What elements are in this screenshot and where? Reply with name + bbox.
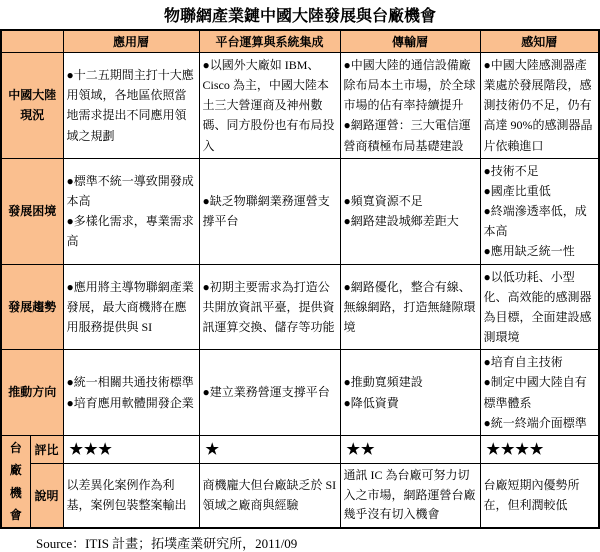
row-status bbox=[1, 53, 599, 159]
cell-challenges-transmission bbox=[340, 158, 480, 264]
cell-status-transmission bbox=[340, 53, 480, 159]
bullet-item: ●標準不統一導致開發成本高 bbox=[66, 173, 194, 209]
bullet-item: ●制定中國大陸自有標準體系 bbox=[483, 375, 587, 410]
bullet-item: ●終端滲透率低，成本高 bbox=[483, 204, 587, 239]
note-application: 以差異化案例作為利基，案例包裝整案輸出 bbox=[63, 463, 199, 528]
bullet-item: ●多樣化需求，專業需求高 bbox=[66, 214, 194, 249]
bullet-item: ●以低功耗、小型化、高效能的感測器為目標，全面建設感測環境 bbox=[483, 269, 592, 345]
corner-cell bbox=[1, 30, 63, 53]
bullet-item: ●應用將主導物聯網產業發展，最大商機將在應用服務提供與 SI bbox=[66, 279, 194, 334]
cell-trends-transmission bbox=[340, 264, 480, 350]
bullet-item: ●網路建設城鄉差距大 bbox=[343, 214, 459, 229]
cell-status-platform bbox=[199, 53, 340, 159]
bullet-item: ●培育自主技術 bbox=[483, 355, 563, 370]
note-transmission: 通訊 IC 為台廠可努力切入之市場，網路運營台廠幾乎沒有切入機會 bbox=[340, 463, 480, 528]
bullet-item: ●中國大陸感測器產業處於發展階段，感測技術仍不足，仍有高達 90%的感測器晶片依賴進口 bbox=[483, 58, 593, 153]
row-label-directions: 推動方向 bbox=[1, 350, 63, 436]
cell-directions-platform bbox=[199, 350, 340, 436]
bullet-item: ●降低資費 bbox=[343, 395, 399, 410]
row-label-rating: 評比 bbox=[30, 435, 63, 463]
bullet-item: ●推動寬頻建設 bbox=[343, 375, 423, 390]
bullet-item: ●統一相關共通技術標準 bbox=[66, 375, 194, 390]
row-label-taiwan-opportunity: 台廠機會 bbox=[1, 435, 30, 528]
row-label-notes: 說明 bbox=[30, 463, 63, 528]
cell-challenges-application bbox=[63, 158, 199, 264]
page-title: 物聯網產業鏈中國大陸發展與台廠機會 bbox=[163, 8, 436, 25]
cell-status-application bbox=[63, 53, 199, 159]
bullet-item: ●培育應用軟體開發企業 bbox=[66, 395, 194, 410]
note-sensing: 台廠短期內優勢所在，但利潤較低 bbox=[480, 463, 599, 528]
row-trends bbox=[1, 264, 599, 350]
bullet-item: ●缺乏物聯網業務運營支撐平台 bbox=[202, 194, 330, 229]
bullet-item: ●建立業務營運支撐平台 bbox=[202, 385, 330, 400]
bullet-item: ●網路優化，整合有線、無線網路，打造無縫隙環境 bbox=[343, 279, 476, 334]
row-label-challenges: 發展困境 bbox=[1, 158, 63, 264]
col-header-sensing: 感知層 bbox=[480, 30, 599, 53]
bullet-item: ●以國外大廠如 IBM、Cisco 為主，中國大陸本土三大營運商及神州數碼、同方股份也有布局投入 bbox=[202, 58, 335, 153]
source-citation: Source：ITIS 計畫；拓墣產業研究所，2011/09 bbox=[36, 536, 298, 552]
bullet-item: ●初期主要需求為打造公共開放資訊平臺，提供資訊運算交換、儲存等功能 bbox=[202, 279, 335, 334]
cell-directions-transmission bbox=[340, 350, 480, 436]
rating-application: ★★★ bbox=[63, 435, 199, 463]
row-challenges bbox=[1, 158, 599, 264]
cell-directions-application bbox=[63, 350, 199, 436]
rating-sensing: ★★★★ bbox=[480, 435, 599, 463]
cell-challenges-platform bbox=[199, 158, 340, 264]
iot-comparison-table bbox=[0, 29, 600, 529]
bullet-item: ●十二五期間主打十大應用領域，各地區依照當地需求提出不同應用領域之規劃 bbox=[66, 68, 194, 143]
row-taiwan-notes bbox=[1, 463, 599, 528]
row-directions bbox=[1, 350, 599, 436]
cell-trends-application bbox=[63, 264, 199, 350]
row-label-status: 中國大陸現況 bbox=[1, 53, 63, 159]
bullet-item: ●技術不足 bbox=[483, 163, 539, 178]
row-taiwan-rating bbox=[1, 435, 599, 463]
bullet-item: ●網路運營：三大電信運營商積極布局基礎建設 bbox=[343, 118, 471, 153]
bullet-item: ●中國大陸的通信設備廠除布局本土市場，於全球市場的佔有率持續提升 bbox=[343, 58, 476, 113]
note-platform: 商機龐大但台廠缺乏於 SI 領域之廠商與經驗 bbox=[199, 463, 340, 528]
col-header-application: 應用層 bbox=[63, 30, 199, 53]
rating-platform: ★ bbox=[199, 435, 340, 463]
bullet-item: ●應用缺乏統一性 bbox=[483, 244, 575, 259]
row-label-trends: 發展趨勢 bbox=[1, 264, 63, 350]
bullet-item: ●統一終端介面標準 bbox=[483, 415, 587, 430]
cell-trends-platform bbox=[199, 264, 340, 350]
cell-status-sensing bbox=[480, 53, 599, 159]
col-header-platform: 平台運算與系統集成 bbox=[199, 30, 340, 53]
bullet-item: ●頻寬資源不足 bbox=[343, 194, 423, 209]
cell-directions-sensing bbox=[480, 350, 599, 436]
table-header-row bbox=[1, 30, 599, 53]
rating-transmission: ★★ bbox=[340, 435, 480, 463]
cell-challenges-sensing bbox=[480, 158, 599, 264]
cell-trends-sensing bbox=[480, 264, 599, 350]
col-header-transmission: 傳輸層 bbox=[340, 30, 480, 53]
bullet-item: ●國產比重低 bbox=[483, 183, 551, 198]
